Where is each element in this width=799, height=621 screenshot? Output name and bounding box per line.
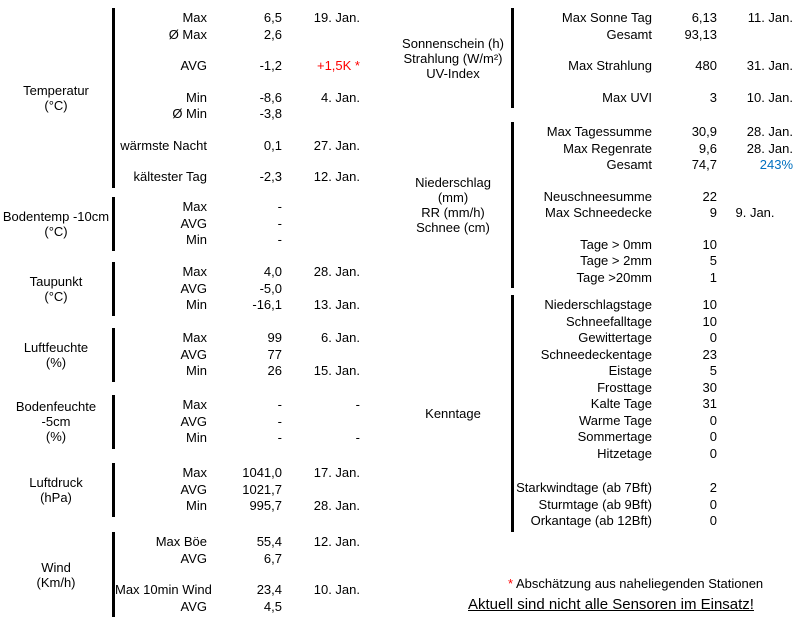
stats-section-kenntage	[395, 295, 793, 532]
stats-section-taupunkt	[0, 262, 360, 316]
section-rows	[115, 463, 360, 517]
row-date: 19. Jan.	[313, 10, 360, 25]
row-date	[282, 599, 360, 616]
section-label-line: Schnee (cm)	[416, 220, 490, 235]
stat-row	[115, 363, 360, 380]
row-date	[282, 482, 360, 499]
section-label-line: (°C)	[44, 223, 68, 239]
section-label-line: Niederschlag	[415, 175, 491, 190]
section-label-line: Bodentemp -10cm	[2, 208, 110, 224]
section-label-line: Strahlung (W/m²)	[403, 50, 503, 66]
row-group	[115, 534, 360, 567]
row-group	[115, 264, 360, 314]
row-date	[717, 429, 793, 446]
row-label: Max Regenrate	[563, 140, 652, 156]
row-date	[717, 237, 793, 254]
row-value: 0,1	[263, 137, 282, 153]
row-value: -1,2	[259, 58, 282, 73]
row-date	[717, 446, 793, 463]
row-label: AVG	[180, 413, 207, 429]
row-value: 0	[709, 412, 717, 428]
row-label: Eistage	[608, 363, 652, 378]
row-group	[514, 90, 793, 107]
row-label: AVG	[180, 58, 207, 73]
row-label: Max Strahlung	[568, 58, 652, 73]
row-label: Ø Min	[172, 106, 207, 121]
row-label: Min	[186, 297, 207, 312]
row-group	[115, 10, 360, 43]
row-date	[717, 380, 793, 397]
stat-row	[115, 90, 360, 107]
row-value: 4,5	[263, 598, 282, 614]
section-rows	[115, 328, 360, 382]
stat-row	[115, 58, 360, 75]
stat-row	[514, 446, 793, 463]
footnote-asterisk: *	[508, 576, 514, 591]
stat-row	[514, 189, 793, 206]
row-label: Max Tagessumme	[546, 124, 652, 139]
row-label: Tage >20mm	[576, 269, 652, 285]
row-date	[717, 270, 793, 287]
row-value: -8,6	[259, 89, 282, 105]
section-label-line: RR (mm/h)	[421, 205, 485, 220]
row-value: -	[277, 413, 282, 429]
row-label: AVG	[180, 481, 207, 497]
row-value: -	[277, 430, 282, 445]
row-label: Sommertage	[577, 429, 652, 444]
row-label: Orkantage (ab 12Bft)	[530, 513, 652, 528]
stat-row	[115, 465, 360, 482]
row-label: Min	[186, 89, 207, 105]
row-date	[717, 27, 793, 44]
row-label: Frosttage	[597, 379, 652, 395]
row-label: Max 10min Wind	[115, 582, 212, 597]
stat-row	[514, 58, 793, 75]
section-label-line: (%)	[45, 429, 67, 445]
row-value: 0	[709, 330, 717, 345]
row-value: 6,5	[263, 10, 282, 25]
stat-row	[115, 169, 360, 186]
row-group	[514, 237, 793, 287]
row-value: 26	[267, 363, 282, 378]
row-label: Sturmtage (ab 9Bft)	[538, 496, 652, 512]
stat-row	[514, 380, 793, 397]
row-value: 10	[702, 236, 717, 252]
row-date: 15. Jan.	[313, 363, 360, 378]
stat-row	[115, 599, 360, 616]
section-rows	[115, 395, 360, 449]
row-label: Neuschneesumme	[543, 188, 652, 204]
row-date: 4. Jan.	[320, 89, 360, 105]
row-value: 99	[267, 330, 282, 345]
row-date	[717, 347, 793, 364]
row-value: 480	[695, 58, 717, 73]
row-group	[514, 189, 793, 222]
stat-row	[514, 124, 793, 141]
row-label: Max Böe	[155, 534, 207, 549]
row-value: 3	[709, 89, 717, 105]
row-date: 11. Jan.	[747, 10, 793, 25]
section-label-line: (%)	[45, 354, 67, 370]
row-label: AVG	[180, 598, 207, 614]
row-label: Starkwindtage (ab 7Bft)	[516, 480, 652, 495]
row-date: 13. Jan.	[313, 297, 360, 312]
row-label: Tage > 0mm	[580, 236, 652, 252]
row-value: 10	[702, 297, 717, 312]
section-label-line: Bodenfeuchte -5cm	[15, 399, 97, 430]
row-label: Tage > 2mm	[580, 253, 652, 268]
row-date	[717, 513, 793, 530]
row-date: 31. Jan.	[746, 58, 793, 73]
row-group	[115, 582, 360, 615]
row-label: Max Sonne Tag	[561, 10, 652, 25]
row-label: Max	[182, 330, 207, 345]
row-label: kältester Tag	[133, 169, 207, 184]
row-date	[717, 396, 793, 413]
row-date	[282, 27, 360, 44]
section-label-line: (Km/h)	[36, 574, 76, 590]
row-group	[115, 138, 360, 155]
stats-section-temperatur	[0, 8, 360, 188]
row-value: 22	[702, 188, 717, 204]
stats-section-wind	[0, 532, 360, 617]
stat-row	[115, 10, 360, 27]
row-date: +1,5K *	[316, 58, 360, 73]
row-label: Max	[182, 10, 207, 25]
row-date: 12. Jan.	[313, 169, 360, 184]
row-group	[115, 397, 360, 447]
stat-row	[514, 270, 793, 287]
section-rows	[514, 122, 793, 288]
section-rows	[115, 532, 360, 617]
row-value: 77	[267, 346, 282, 362]
row-value: 1041,0	[242, 465, 282, 480]
row-value: 2,6	[263, 26, 282, 42]
stat-row	[514, 141, 793, 158]
row-value: 1021,7	[242, 481, 282, 497]
row-date: 28. Jan.	[746, 124, 793, 139]
row-value: 4,0	[263, 264, 282, 279]
row-value: 995,7	[249, 498, 282, 513]
row-label: Niederschlagstage	[544, 297, 652, 312]
row-value: 1	[709, 269, 717, 285]
section-label-line: Kenntage	[425, 405, 481, 421]
row-value: -	[277, 199, 282, 214]
stat-row	[115, 498, 360, 515]
section-rows	[115, 262, 360, 316]
row-date	[282, 106, 360, 123]
stat-row	[115, 199, 360, 216]
stats-section-bodentemp-10cm	[0, 197, 360, 251]
row-value: 23	[702, 346, 717, 362]
stat-row	[115, 281, 360, 298]
section-label-line: UV-Index	[426, 65, 480, 81]
row-group	[115, 58, 360, 75]
row-group	[115, 199, 360, 249]
stat-row	[115, 27, 360, 44]
row-date	[717, 297, 793, 314]
row-label: Max	[182, 264, 207, 279]
section-label-line: Taupunkt	[29, 273, 83, 289]
row-label: Max	[182, 199, 207, 214]
stat-row	[514, 396, 793, 413]
stat-row	[115, 582, 360, 599]
row-value: -3,8	[259, 106, 282, 121]
row-label: Schneedeckentage	[540, 346, 652, 362]
row-value: 30	[702, 379, 717, 395]
row-label: AVG	[180, 215, 207, 231]
stat-row	[115, 138, 360, 155]
row-date: 10. Jan.	[313, 582, 360, 597]
section-label	[395, 8, 511, 108]
row-label: AVG	[180, 280, 207, 296]
row-value: 30,9	[691, 124, 717, 139]
row-value: 23,4	[256, 582, 282, 597]
row-date: 27. Jan.	[313, 137, 360, 153]
stats-column-right	[395, 0, 799, 621]
row-value: 55,4	[256, 534, 282, 549]
stats-section-luftdruck	[0, 463, 360, 517]
stat-row	[514, 314, 793, 331]
stat-row	[514, 513, 793, 530]
row-date	[717, 363, 793, 380]
row-label: Max Schneedecke	[545, 205, 652, 220]
section-label	[0, 395, 112, 449]
row-label: AVG	[180, 550, 207, 566]
row-date: 12. Jan.	[313, 534, 360, 549]
stat-row	[514, 237, 793, 254]
stat-row	[115, 551, 360, 568]
row-group	[514, 297, 793, 462]
row-date	[717, 314, 793, 331]
row-value: 93,13	[684, 26, 717, 42]
row-date	[717, 253, 793, 270]
stat-row	[514, 297, 793, 314]
stat-row	[115, 232, 360, 249]
stats-section-bodenfeuchte-5cm	[0, 395, 360, 449]
row-value: -	[277, 397, 282, 412]
row-date	[282, 232, 360, 249]
row-date: 9. Jan.	[735, 205, 775, 220]
estimation-footnote	[508, 576, 763, 591]
stat-row	[514, 480, 793, 497]
row-date: -	[355, 430, 360, 445]
stat-row	[514, 347, 793, 364]
stat-row	[115, 397, 360, 414]
row-date: 243%	[759, 157, 793, 172]
row-value: 0	[709, 513, 717, 528]
row-date	[717, 497, 793, 514]
row-group	[514, 480, 793, 530]
row-label: Min	[186, 363, 207, 378]
stat-row	[115, 297, 360, 314]
stat-row	[115, 216, 360, 233]
row-value: 5	[709, 253, 717, 268]
row-date	[282, 216, 360, 233]
row-date	[282, 281, 360, 298]
row-group	[514, 58, 793, 75]
row-date	[282, 199, 360, 216]
row-label: Schneefalltage	[565, 313, 652, 329]
row-date	[717, 480, 793, 497]
row-date	[717, 413, 793, 430]
row-label: Max UVI	[602, 89, 652, 105]
stat-row	[514, 497, 793, 514]
stat-row	[514, 253, 793, 270]
row-date: -	[355, 397, 360, 412]
row-label: Warme Tage	[579, 412, 652, 428]
row-value: 6,13	[691, 10, 717, 25]
row-value: 74,7	[691, 157, 717, 172]
row-date: 17. Jan.	[313, 465, 360, 480]
row-date: 28. Jan.	[313, 498, 360, 513]
row-label: AVG	[180, 346, 207, 362]
row-value: 2	[709, 480, 717, 495]
row-date: 28. Jan.	[313, 264, 360, 279]
section-label-line: (°C)	[44, 97, 68, 113]
stats-section-luftfeuchte	[0, 328, 360, 382]
row-label: Kalte Tage	[590, 396, 652, 411]
row-label: Ø Max	[168, 26, 207, 42]
stat-row	[115, 347, 360, 364]
row-value: 31	[702, 396, 717, 411]
row-value: 0	[709, 496, 717, 512]
row-label: Min	[186, 430, 207, 445]
row-date	[717, 189, 793, 206]
row-label: Min	[186, 498, 207, 513]
stats-section-sonnenschein-h	[395, 8, 793, 108]
row-value: 5	[709, 363, 717, 378]
row-value: 0	[709, 429, 717, 444]
row-date	[282, 347, 360, 364]
row-value: -2,3	[259, 169, 282, 184]
stat-row	[115, 482, 360, 499]
row-label: Hitzetage	[597, 445, 652, 461]
row-date: 10. Jan.	[746, 89, 793, 105]
section-label-line: Luftdruck	[29, 474, 83, 490]
sensors-notice: Aktuell sind nicht alle Sensoren im Einsatz!	[468, 596, 754, 613]
section-label	[395, 122, 511, 288]
section-label-line: (°C)	[44, 288, 68, 304]
section-label-line: Luftfeuchte	[23, 339, 89, 355]
row-value: -	[277, 215, 282, 231]
row-group	[115, 169, 360, 186]
section-label	[0, 8, 112, 188]
footnote-text: Abschätzung aus naheliegenden Stationen	[513, 576, 764, 591]
stat-row	[514, 363, 793, 380]
row-date: 6. Jan.	[320, 330, 360, 345]
stat-row	[514, 10, 793, 27]
stats-section-niederschlag	[395, 122, 793, 288]
section-label-line: Wind	[41, 559, 71, 575]
stat-row	[115, 414, 360, 431]
stat-row	[115, 330, 360, 347]
section-rows	[115, 197, 360, 251]
section-label	[0, 328, 112, 382]
row-value: -16,1	[252, 297, 282, 312]
row-date	[717, 330, 793, 347]
section-label	[0, 197, 112, 251]
section-label	[0, 463, 112, 517]
stat-row	[514, 413, 793, 430]
stat-row	[115, 534, 360, 551]
stat-row	[115, 264, 360, 281]
stat-row	[514, 205, 793, 222]
section-label-line: Sonnenschein (h)	[402, 35, 504, 51]
row-label: Max	[182, 465, 207, 480]
row-label: wärmste Nacht	[120, 137, 207, 153]
stat-row	[514, 27, 793, 44]
row-date: 28. Jan.	[746, 140, 793, 156]
section-label-line: Temperatur	[23, 82, 89, 98]
row-date	[282, 551, 360, 568]
section-label	[395, 295, 511, 532]
row-label: Max	[182, 397, 207, 412]
section-rows	[514, 8, 793, 108]
row-value: 6,7	[263, 550, 282, 566]
stat-row	[115, 430, 360, 447]
row-date	[282, 414, 360, 431]
section-rows	[514, 295, 793, 532]
row-value: -	[277, 232, 282, 247]
stat-row	[514, 429, 793, 446]
row-group	[115, 90, 360, 123]
stat-row	[514, 90, 793, 107]
stat-row	[514, 330, 793, 347]
section-label-line: (hPa)	[40, 489, 72, 505]
stat-row	[514, 157, 793, 174]
row-group	[115, 465, 360, 515]
row-value: 9	[709, 205, 717, 220]
section-label	[0, 532, 112, 617]
row-value: 9,6	[698, 140, 717, 156]
row-group	[514, 10, 793, 43]
row-group	[115, 330, 360, 380]
section-label-line: (mm)	[437, 190, 469, 205]
row-value: -5,0	[259, 280, 282, 296]
row-value: 10	[702, 313, 717, 329]
stat-row	[115, 106, 360, 123]
row-label: Gewittertage	[578, 330, 652, 345]
row-group	[514, 124, 793, 174]
row-value: 0	[709, 445, 717, 461]
row-label: Gesamt	[606, 157, 652, 172]
section-label	[0, 262, 112, 316]
section-rows	[115, 8, 360, 188]
row-label: Min	[186, 232, 207, 247]
row-label: Gesamt	[606, 26, 652, 42]
